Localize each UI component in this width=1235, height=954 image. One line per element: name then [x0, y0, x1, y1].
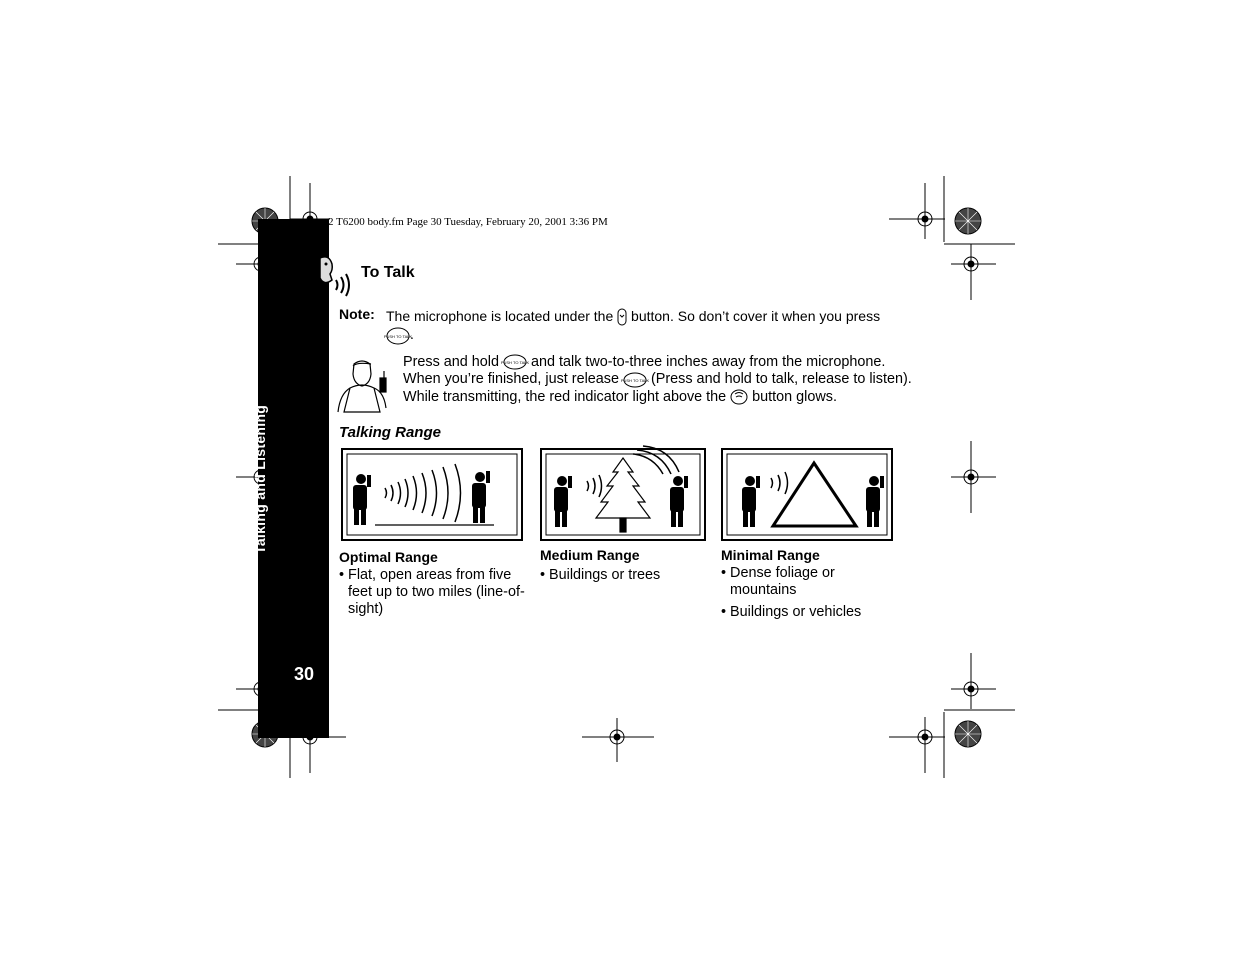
note-text: The microphone is located under the button. So don’t cover it when you press PUSH TO TALK . [386, 308, 880, 345]
svg-text:PUSH TO TALK: PUSH TO TALK [620, 377, 650, 383]
section-title: To Talk [361, 264, 415, 281]
range-label: Optimal Range [339, 549, 438, 565]
svg-text:PUSH TO TALK: PUSH TO TALK [500, 360, 530, 366]
medium-range-caption [540, 547, 715, 584]
range-label: Medium Range [540, 547, 640, 563]
push-to-talk-button-icon [500, 354, 530, 370]
indicator-light-button-icon [730, 389, 748, 405]
medium-range-illustration [540, 448, 706, 541]
section-tab-label: Talking and Listening [252, 404, 268, 554]
list-item: • Buildings or trees [540, 567, 715, 584]
minimal-range-caption [721, 547, 891, 621]
man-with-radio-icon [336, 358, 394, 414]
optimal-range-illustration [341, 448, 523, 541]
push-to-talk-button-icon [383, 327, 413, 345]
talking-range-heading: Talking Range [339, 424, 441, 441]
print-header: 2 T6200 body.fm Page 30 Tuesday, February 20, 2001 3:36 PM [328, 216, 608, 228]
push-to-talk-button-icon [620, 372, 650, 388]
list-item: • Buildings or vehicles [721, 604, 891, 621]
minimal-range-illustration [721, 448, 893, 541]
talk-waves-icon [302, 252, 352, 298]
list-item: • Dense foliage or mountains [721, 565, 891, 599]
optimal-range-caption [339, 549, 529, 618]
note-label: Note: [339, 306, 375, 322]
page-number: 30 [294, 664, 315, 684]
list-item: • Flat, open areas from five feet up to two miles (line-of-sight) [339, 567, 529, 618]
svg-text:PUSH TO TALK: PUSH TO TALK [383, 333, 413, 339]
range-label: Minimal Range [721, 547, 820, 563]
microphone-button-icon [617, 308, 627, 326]
talk-instructions: Press and hold PUSH TO TALK and talk two-to-three inches away from the microphone. When you’re finished, just release PUSH TO TALK (Press and hold to talk, release to listen). While transmitting, the red indicator light above the button glows. [403, 354, 912, 405]
